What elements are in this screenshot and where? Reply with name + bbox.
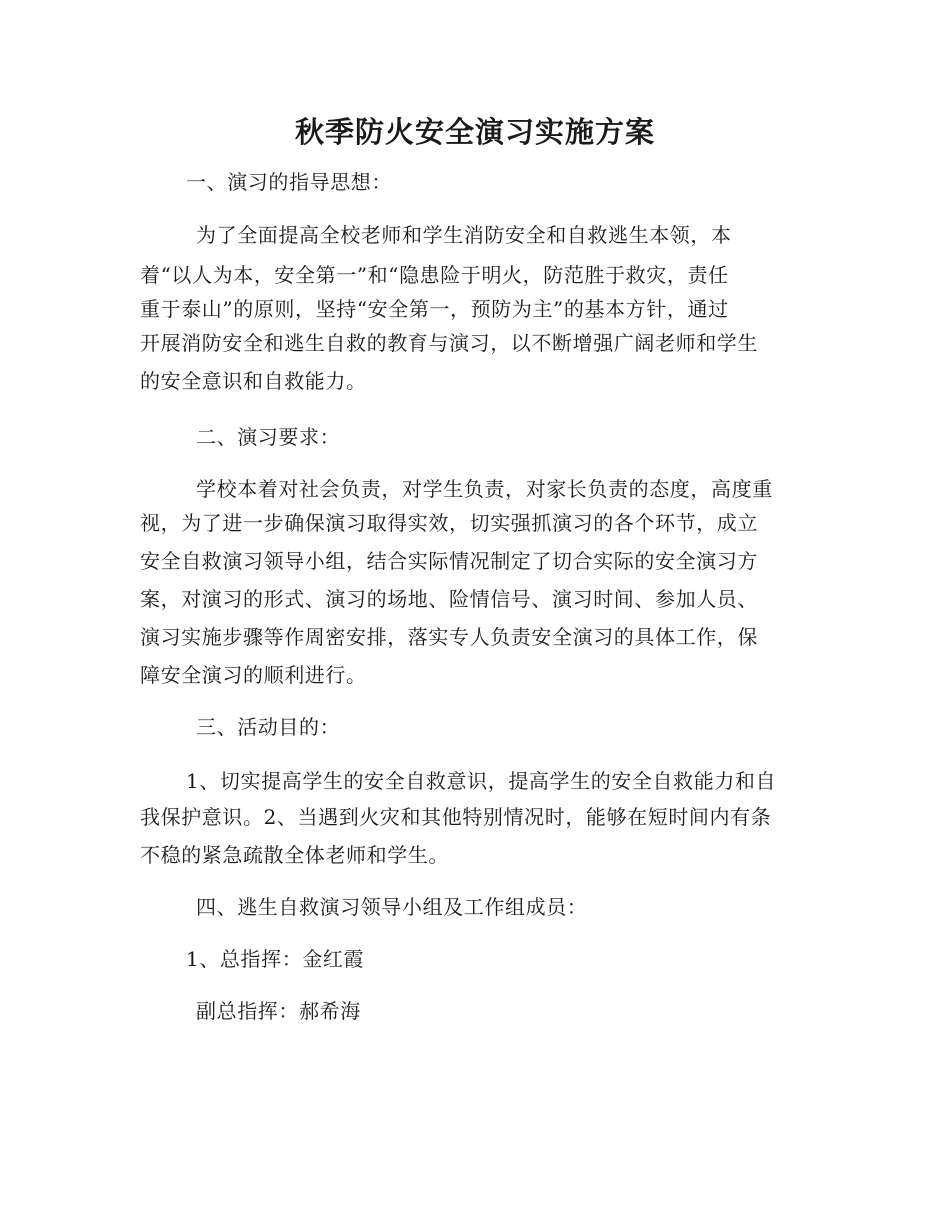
paragraph-line: 演习实施步骤等作周密安排，落实专人负责安全演习的具体工作，保: [140, 625, 758, 649]
paragraph-line: 开展消防安全和逃生自救的教育与演习，以不断增强广阔老师和学生: [140, 331, 758, 355]
paragraph-line: 的安全意识和自救能力。: [140, 369, 367, 393]
deputy-commander-line: 副总指挥：郝希海: [196, 999, 361, 1023]
paragraph-line: 重于泰山”的原则，坚持“安全第一，预防为主”的基本方针，通过: [140, 297, 729, 321]
paragraph-line: 障安全演习的顺利进行。: [140, 663, 367, 687]
paragraph-line: 1、切实提高学生的安全自救意识，提高学生的安全自救能力和自: [186, 769, 777, 793]
commander-line: 1、总指挥：金红霞: [186, 947, 365, 971]
section-heading-objectives: 三、活动目的：: [196, 715, 341, 739]
paragraph-line: 不稳的紧急疏散全体老师和学生。: [140, 843, 449, 867]
paragraph-line: 视，为了进一步确保演习取得实效，切实强抓演习的各个环节，成立: [140, 511, 758, 535]
section-heading-guiding-principle: 一、演习的指导思想：: [186, 170, 392, 194]
paragraph-line: 案，对演习的形式、演习的场地、险情信号、演习时间、参加人员、: [140, 587, 758, 611]
paragraph-line: 着“以人为本，安全第一”和“隐患险于明火，防范胜于救灾，责任: [140, 263, 729, 287]
section-heading-leadership-group: 四、逃生自救演习领导小组及工作组成员：: [196, 895, 588, 919]
paragraph-line: 为了全面提高全校老师和学生消防安全和自救逃生本领，本: [196, 223, 732, 247]
paragraph-line: 我保护意识。2、当遇到火灾和其他特别情况时，能够在短时间内有条: [140, 805, 772, 829]
section-heading-requirements: 二、演习要求：: [196, 425, 341, 449]
document-title: 秋季防火安全演习实施方案: [294, 115, 655, 149]
paragraph-line: 安全自救演习领导小组，结合实际情况制定了切合实际的安全演习方: [140, 549, 758, 573]
paragraph-line: 学校本着对社会负责，对学生负责，对家长负责的态度，高度重: [196, 477, 773, 501]
